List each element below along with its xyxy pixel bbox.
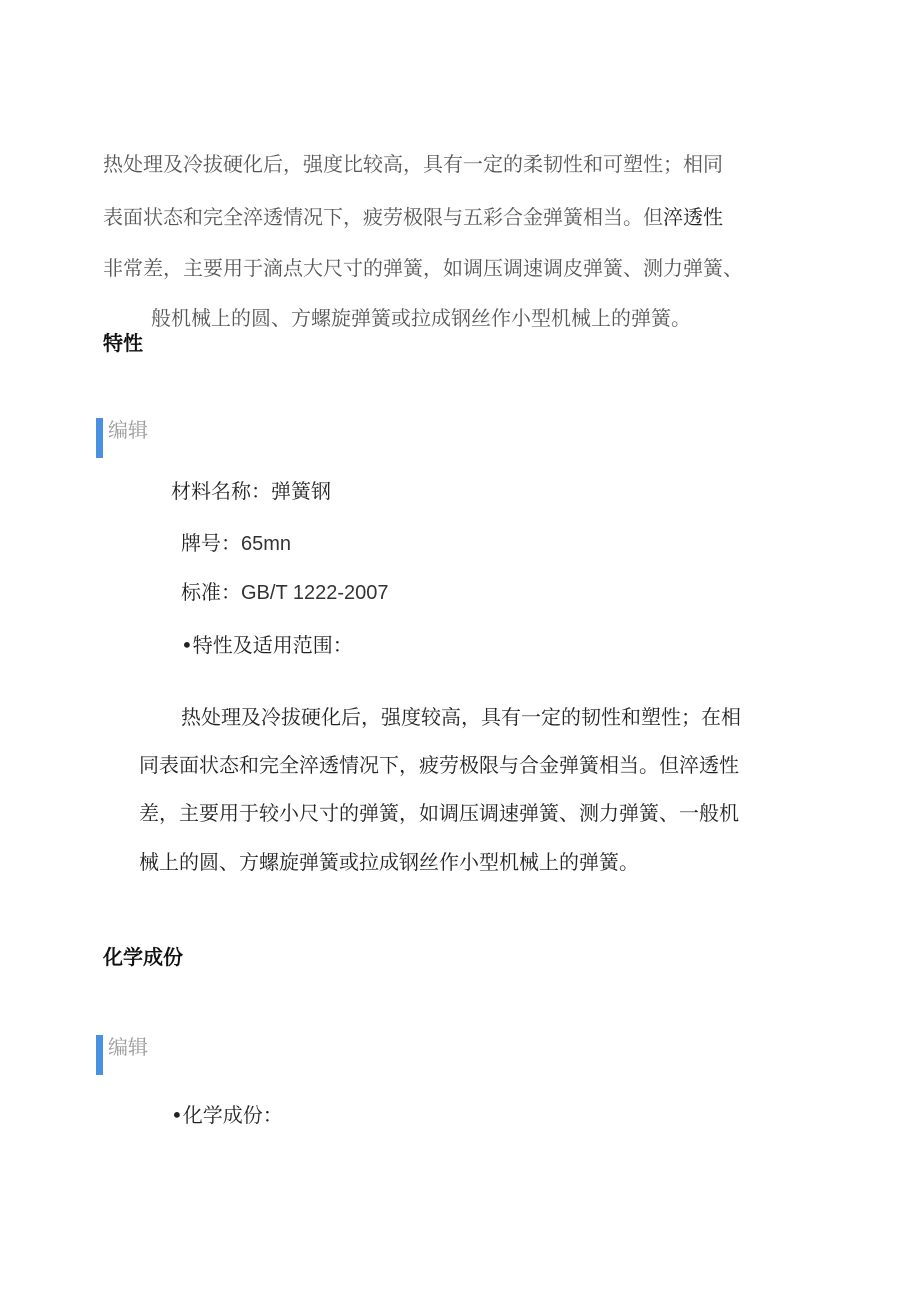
intro-line-3: 非常差，主要用于滴点大尺寸的弹簧，如调压调速调皮弹簧、测力弹簧、 — [103, 256, 743, 280]
scope-line-2: 同表面状态和完全淬透情况下，疲劳极限与合金弹簧相当。但淬透性 — [139, 753, 739, 777]
grade-row — [181, 531, 291, 556]
scope-line-3: 差，主要用于较小尺寸的弹簧，如调压调速弹簧、测力弹簧、一般机 — [139, 801, 739, 825]
grade-value: 65mn — [241, 533, 292, 555]
edit-link-chemistry[interactable]: 编辑 — [108, 1035, 148, 1059]
scope-line-4: 械上的圆、方螺旋弹簧或拉成钢丝作小型机械上的弹簧。 — [139, 850, 639, 874]
standard-label: 标准： — [181, 580, 241, 604]
scope-line-1: 热处理及冷拔硬化后，强度较高，具有一定的韧性和塑性；在相 — [181, 705, 741, 729]
standard-value: GB/T 1222-2007 — [241, 582, 389, 604]
section-title-chemistry: 化学成份 — [103, 945, 183, 969]
section-title-properties: 特性 — [103, 331, 143, 355]
intro-line-2-text: 表面状态和完全淬透情况下，疲劳极限与五彩合金弹簧相当。但 — [103, 205, 663, 229]
hardenability-link[interactable]: 淬透性 — [663, 205, 723, 229]
material-name: 材料名称：弹簧钢 — [171, 479, 331, 503]
chemistry-bullet: •化学成份： — [171, 1103, 283, 1127]
standard-row — [181, 580, 389, 605]
scope-heading: •特性及适用范围： — [181, 633, 353, 657]
edit-link-properties[interactable]: 编辑 — [108, 418, 148, 442]
grade-label: 牌号： — [181, 531, 241, 555]
intro-line-2 — [103, 205, 723, 229]
intro-line-4: 般机械上的圆、方螺旋弹簧或拉成钢丝作小型机械上的弹簧。 — [151, 306, 691, 330]
edit-marker-bar — [96, 418, 103, 458]
edit-marker-bar — [96, 1035, 103, 1075]
intro-line-1: 热处理及冷拔硬化后，强度比较高，具有一定的柔韧性和可塑性；相同 — [103, 152, 723, 176]
